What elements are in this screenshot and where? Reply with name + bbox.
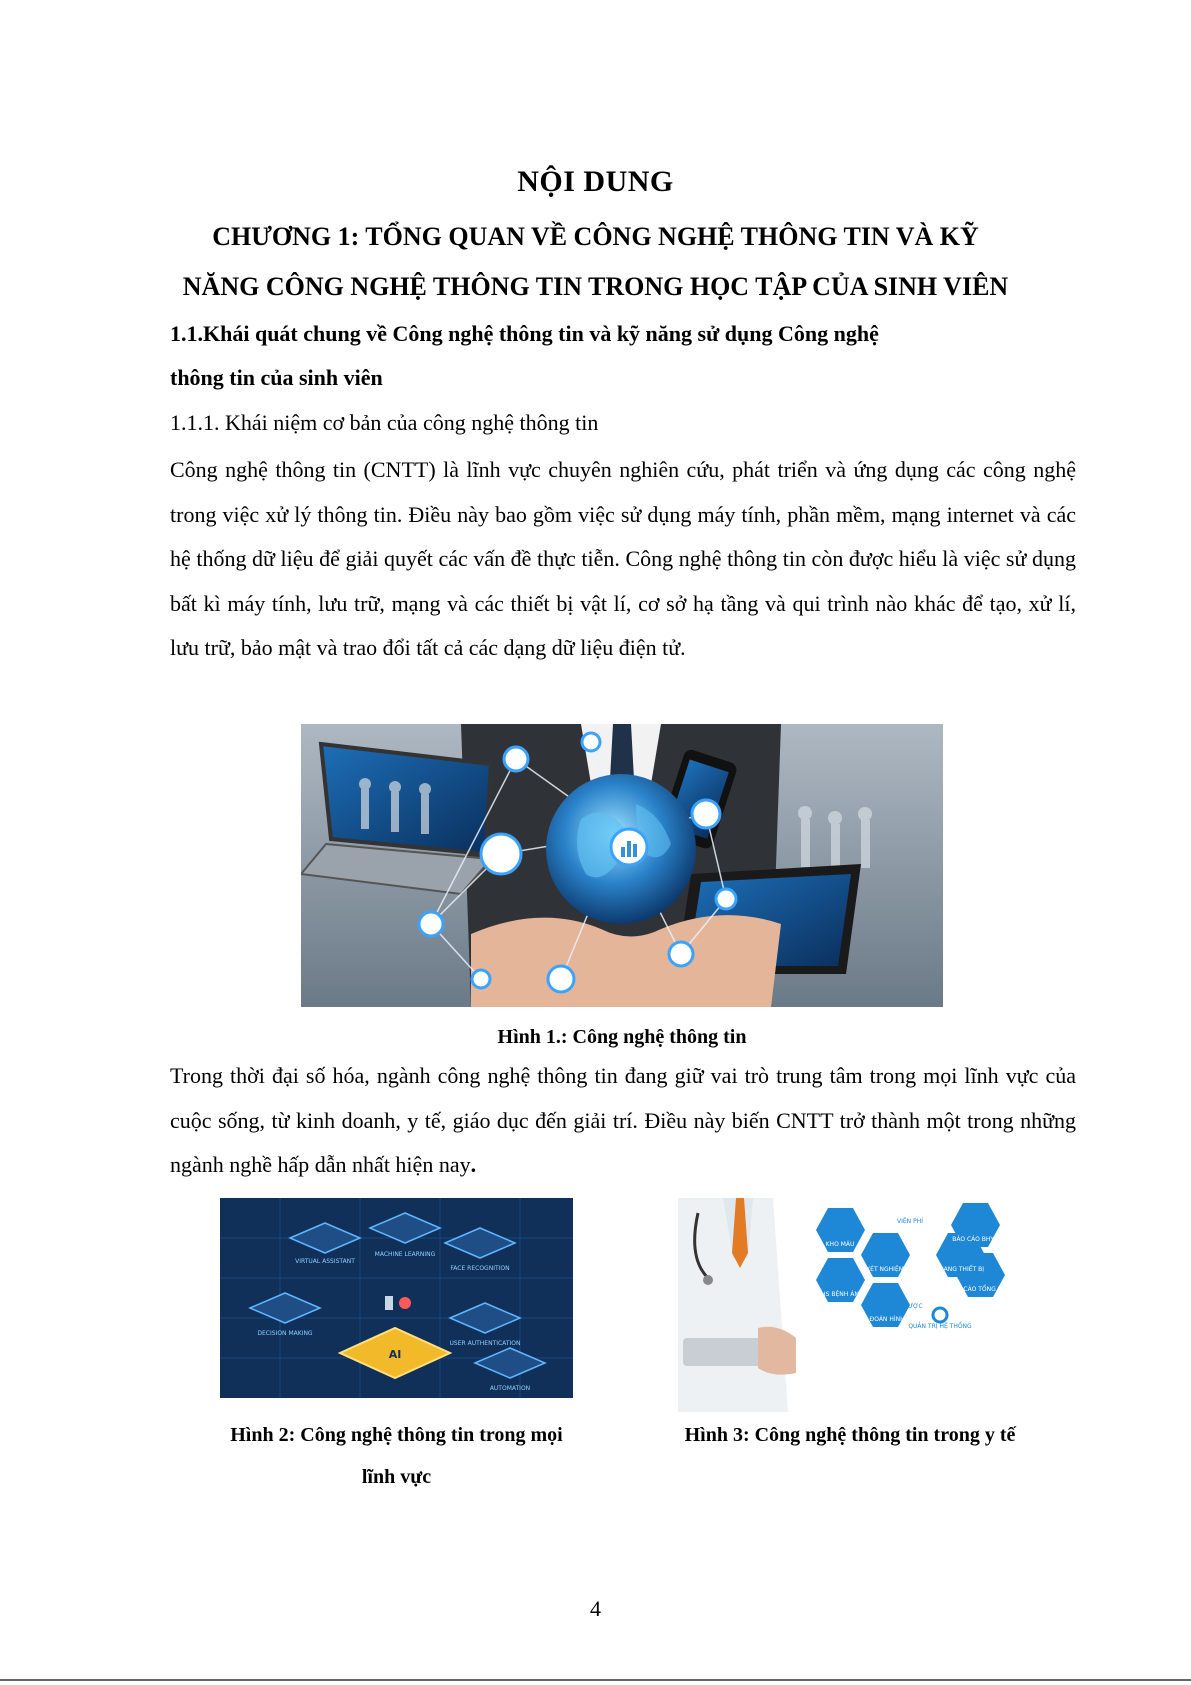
- paragraph-digital-era: Trong thời đại số hóa, ngành công nghệ thông tin đang giữ vai trò trung tâm trong mọi lĩnh vực của cuộc sống, từ kinh doanh, y tế, giáo dục đến giải trí. Điều này biến CNTT trở thành một trong những ngành nghề hấp dẫn nhất hiện nay.: [170, 1063, 1076, 1178]
- figure-3-label-hs-benh-an: HS BỆNH ÁN: [821, 1291, 859, 1298]
- figure-3-label-xet-nghiem: XÉT NGHIỆM: [866, 1266, 904, 1273]
- figure-2-label-face-recognition: FACE RECOGNITION: [450, 1265, 510, 1272]
- figure-2-caption-line2: lĩnh vực: [361, 1466, 432, 1488]
- figure-2-label-automation: AUTOMATION: [489, 1385, 531, 1392]
- figure-3-label-duoc: DƯỢC: [903, 1303, 923, 1310]
- section-heading-line2: thông tin của sinh viên: [170, 365, 383, 390]
- figure-3-caption: Hình 3: Công nghệ thông tin trong y tế: [684, 1424, 1016, 1446]
- figure-3-label-bao-cao-tong-hop: BÁO CÁO TỔNG HỢP: [948, 1286, 1012, 1293]
- subsection-heading: 1.1.1. Khái niệm cơ bản của công nghệ thông tin: [170, 410, 599, 435]
- figure-2-caption-line1: Hình 2: Công nghệ thông tin trong mọi: [230, 1424, 563, 1446]
- figure-3-label-bao-cao-bhyt: BÁO CÁO BHYT: [952, 1236, 998, 1243]
- page-number: 4: [590, 1596, 601, 1621]
- figure-2-label-virtual-assistant: VIRTUAL ASSISTANT: [295, 1258, 355, 1265]
- figure-3-label-trang-thiet-bi: TRANG THIẾT BỊ: [936, 1266, 984, 1273]
- figure-3-label-kho-mau: KHO MÁU: [825, 1241, 855, 1248]
- figure-3-label-vien-phi: VIỆN PHÍ: [897, 1218, 923, 1225]
- figure-3-label-quan-tri-he-thong: QUẢN TRỊ HỆ THỐNG: [908, 1323, 972, 1330]
- figure-2-label-machine-learning: MACHINE LEARNING: [374, 1251, 436, 1258]
- section-heading-line1: 1.1.Khái quát chung về Công nghệ thông tin và kỹ năng sử dụng Công nghệ: [170, 321, 879, 346]
- chapter-title-line2: NĂNG CÔNG NGHỆ THÔNG TIN TRONG HỌC TẬP CỦA SINH VIÊN: [182, 272, 1009, 301]
- figure-2-ai-label: AI: [388, 1348, 402, 1361]
- paragraph-definition: Công nghệ thông tin (CNTT) là lĩnh vực chuyên nghiên cứu, phát triển và ứng dụng các công nghệ trong việc xử lý thông tin. Điều này bao gồm việc sử dụng máy tính, phần mềm, mạng internet và các hệ thống dữ liệu để giải quyết các vấn đề thực tiễn. Công nghệ thông tin còn được hiểu là việc sử dụng bất kì máy tính, lưu trữ, mạng và các thiết bị vật lí, cơ sở hạ tầng và qui trình nào khác để tạo, xử lí, lưu trữ, bảo mật và trao đổi tất cả các dạng dữ liệu điện tử.: [170, 457, 1076, 661]
- figure-2-image: [220, 1198, 573, 1398]
- figure-1-caption: Hình 1.: Công nghệ thông tin: [497, 1026, 747, 1048]
- figure-2-label-decision-making: DECISION MAKING: [257, 1330, 313, 1337]
- page-title: NỘI DUNG: [517, 165, 674, 198]
- figure-1-image: [301, 724, 943, 1007]
- figure-3-image: [678, 1198, 1016, 1412]
- bottom-rule: [0, 1679, 1191, 1681]
- figure-3-label-chan-doan-hinh-anh: CHẨN ĐOÁN HÌNH ẢNH: [850, 1316, 920, 1323]
- chapter-title-line1: CHƯƠNG 1: TỔNG QUAN VỀ CÔNG NGHỆ THÔNG TIN VÀ KỸ: [212, 222, 979, 251]
- figure-2-label-user-authentication: USER AUTHENTICATION: [449, 1340, 521, 1347]
